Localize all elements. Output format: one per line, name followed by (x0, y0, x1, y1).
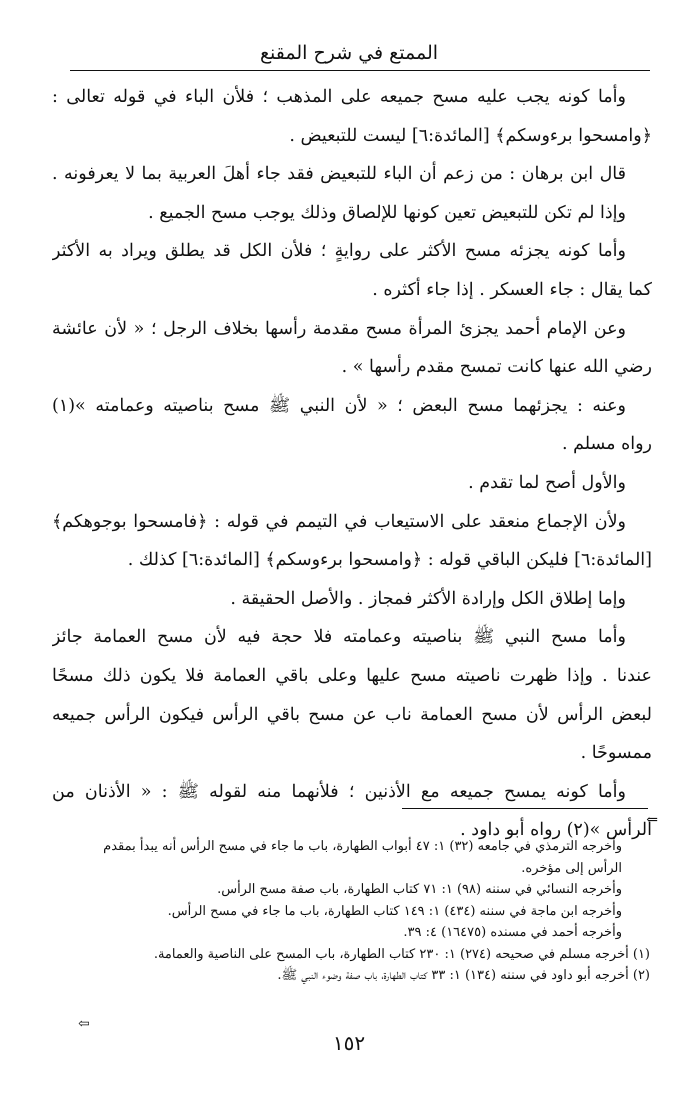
footnote-rule (402, 808, 648, 809)
header-rule (70, 70, 650, 71)
running-head-title: الممتع في شرح المقنع (259, 42, 439, 64)
text-line: لبعض الرأس لأن مسح العمامة ناب عن مسح باقي الرأس فيكون الرأس جميعه (52, 704, 652, 725)
text-line: الرأس »(٢) رواه أبو داود . (460, 820, 652, 841)
text-line: كما يقال : جاء العسكر . إذا جاء أكثره . (372, 279, 652, 300)
text-line: ممسوحًا . (580, 743, 652, 764)
text-line: رواه مسلم . (561, 434, 652, 455)
footnote-line: وأخرجه ابن ماجة في سننه (٤٣٤) ١: ١٤٩ كتاب الطهارة، باب ما جاء في مسح الرأس. (167, 903, 622, 919)
text-line: قال ابن برهان : من زعم أن الباء للتبعيض فقد جاء أهلَ العربية بما لا يعرفونه . (52, 164, 626, 185)
text-line: ولأن الإجماع منعقد على الاستيعاب في التيمم في قوله : ﴿فامسحوا بوجوهكم﴾ (52, 511, 626, 532)
footnote-end-arrow-icon: ⇦ (78, 1016, 90, 1032)
text-line: رضي الله عنها كانت تمسح مقدم رأسها » . (341, 357, 652, 378)
footnotes (70, 836, 650, 987)
text-line: وعنه : يجزئهما مسح البعض ؛ « لأن النبي ﷺ مسح بناصيته وعمامته »(١) (52, 395, 626, 416)
text-line: [المائدة:٦] فليكن الباقي قوله : ﴿وامسحوا برءوسكم﴾ [المائدة:٦] كذلك . (127, 550, 652, 571)
text-line: عندنا . وإذا ظهرت ناصيته مسح عليها وعلى باقي العمامة فلا يكون ذلك مسحًا (52, 665, 652, 686)
text-line: ﴿وامسحوا برءوسكم﴾ [المائدة:٦] ليست للتبعيض . (289, 125, 652, 146)
footnote-line: (٢) أخرجه أبو داود في سننه (١٣٤) ١: ٣٣ كتاب الطهارة، باب صفة وضوء النبي ﷺ. (277, 968, 650, 983)
text-line: وإذا لم تكن للتبعيض تعين كونها للإلصاق وذلك يوجب مسح الجميع . (148, 202, 626, 223)
footnote-line: (١) أخرجه مسلم في صحيحه (٢٧٤) ١: ٢٣٠ كتاب الطهارة، باب المسح على الناصية والعمامة. (153, 946, 650, 962)
footnote-line: وأخرجه النسائي في سننه (٩٨) ١: ٧١ كتاب الطهارة، باب صفة مسح الرأس. (217, 882, 622, 897)
page-number: ١٥٢ (332, 1031, 366, 1055)
text-line: وإما إطلاق الكل وإرادة الأكثر فمجاز . والأصل الحقيقة . (230, 588, 626, 609)
text-line: وعن الإمام أحمد يجزئ المرأة مسح مقدمة رأسها بخلاف الرجل ؛ « لأن عائشة (52, 318, 626, 339)
main-text (52, 78, 652, 850)
footnote-line: وأخرجه الترمذي في جامعه (٣٢) ١: ٤٧ أبواب الطهارة، باب ما جاء في مسح الرأس أنه يبدأ بمقدم (103, 839, 622, 854)
footnote-line: الرأس إلى مؤخره. (521, 860, 622, 876)
text-line: وأما كونه يجب عليه مسح جميعه على المذهب ؛ فلأن الباء في قوله تعالى : (52, 87, 626, 107)
footnote-line: وأخرجه أحمد في مسنده (١٦٤٧٥) ٤: ٣٩. (403, 925, 622, 940)
text-line: وأما كونه يمسح جميعه مع الأذنين ؛ فلأنهما منه لقوله ﷺ : « الأذنان من (52, 781, 626, 802)
text-line: والأول أصح لما تقدم . (468, 472, 626, 493)
text-line: وأما كونه يجزئه مسح الأكثر على روايةٍ ؛ فلأن الكل قد يطلق ويراد به الأكثر (52, 241, 626, 262)
text-line: وأما مسح النبي ﷺ بناصيته وعمامته فلا حجة فيه لأن مسح العمامة جائز (52, 627, 626, 648)
footnote-continuation-arrow-icon: ⇐ (646, 812, 658, 828)
